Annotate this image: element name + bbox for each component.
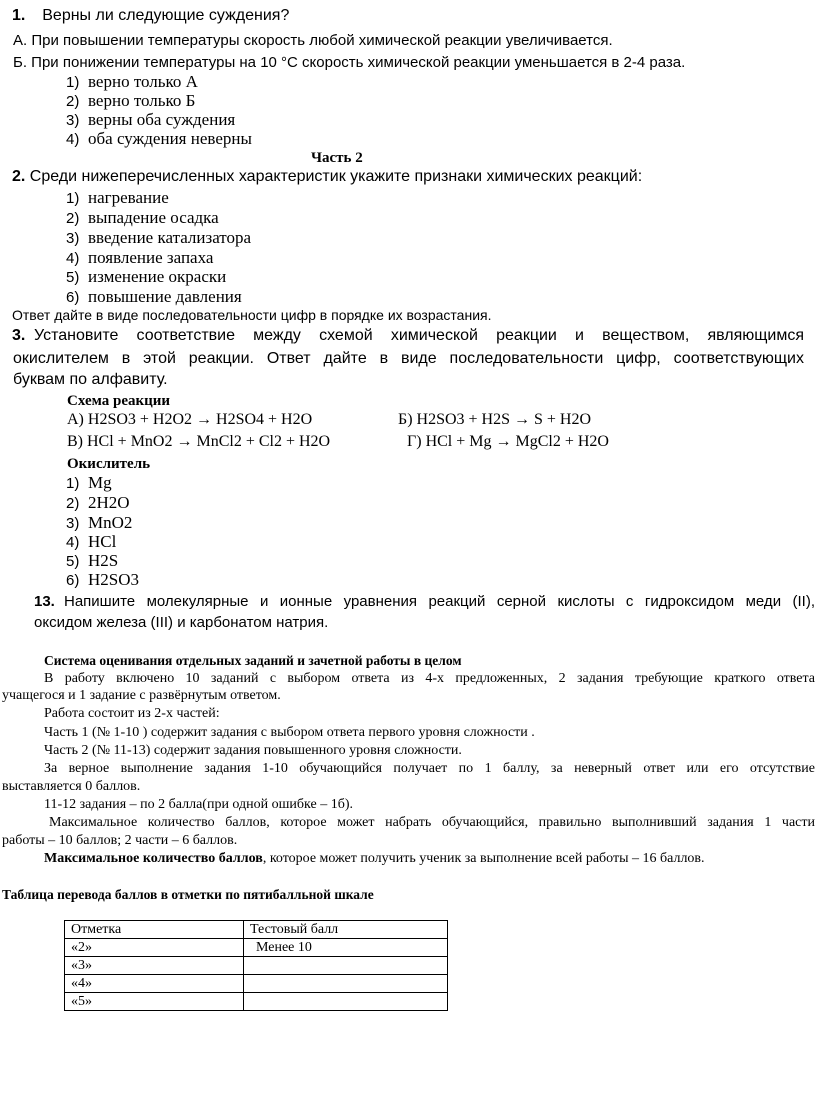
q3-option: 6) H2SO3 — [66, 570, 140, 589]
q2-option: 3) введение катализатора — [66, 228, 252, 247]
q1-heading — [12, 7, 289, 25]
part2-heading: Часть 2 — [311, 150, 363, 166]
table-cell: «4» — [65, 975, 244, 993]
q13-text-line1: Напишите молекулярные и ионные уравнения реакций серной кислоты с гидроксидом меди (II), — [64, 593, 815, 610]
q13-number: 13. — [34, 593, 55, 610]
table-header-cell: Тестовый балл — [244, 921, 448, 939]
grading-p1-line1: В работу включено 10 заданий с выбором ответа из 4-х предложенных, 2 задания требующие краткого ответа — [44, 671, 815, 686]
q3-reaction-b: Б) H2SO3 + H2S → S + H2O — [398, 411, 592, 428]
q1-option: 2) верно только Б — [66, 91, 196, 110]
table-cell — [244, 957, 448, 975]
q3-reaction-d: Г) HCl + Mg → MgCl2 + H2O — [407, 433, 609, 450]
q1-option: 4) оба суждения неверны — [66, 129, 252, 148]
grading-p6: 11-12 задания – по 2 балла(при одной ошибке – 1б). — [44, 797, 353, 812]
grading-p5-line2: выставляется 0 баллов. — [2, 779, 141, 794]
table-header-row — [65, 921, 448, 939]
grading-p5-line1: За верное выполнение задания 1-10 обучающийся получает по 1 баллу, за неверный ответ или его отсутствие — [44, 761, 815, 776]
grading-p8-bold: Максимальное количество баллов — [44, 851, 263, 866]
q3-text-line3: буквам по алфавиту. — [13, 371, 168, 388]
q3-option: 1) Mg — [66, 473, 112, 492]
q1-title: Верны ли следующие суждения? — [42, 7, 290, 24]
grading-p1-line2: учащегося и 1 задание с развёрнутым ответом. — [2, 688, 281, 703]
q1-option: 1) верно только А — [66, 72, 198, 91]
q3-reaction-a: А) H2SO3 + H2O2 → H2SO4 + H2O — [67, 411, 313, 428]
q2-heading — [12, 168, 642, 186]
table-cell: «5» — [65, 993, 244, 1011]
table-title: Таблица перевода баллов в отметки по пятибалльной шкале — [2, 887, 374, 902]
grading-p7-line2: работы – 10 баллов; 2 части – 6 баллов. — [2, 833, 238, 848]
q3-reaction-c: В) HCl + MnO2 → MnCl2 + Cl2 + H2O — [67, 433, 331, 450]
score-conversion-table — [64, 920, 448, 1011]
q2-option: 5) изменение окраски — [66, 267, 227, 286]
grading-p3: Часть 1 (№ 1-10 ) содержит задания с выбором ответа первого уровня сложности . — [44, 725, 535, 740]
table-row — [65, 939, 448, 957]
q1-number: 1. — [12, 7, 26, 24]
table-row — [65, 993, 448, 1011]
q3-scheme-header: Схема реакции — [67, 393, 171, 409]
table-cell: Менее 10 — [244, 939, 448, 957]
q2-option: 6) повышение давления — [66, 287, 242, 306]
q3-option: 2) 2H2O — [66, 493, 130, 512]
q2-option: 2) выпадение осадка — [66, 208, 219, 227]
q2-option: 1) нагревание — [66, 188, 169, 207]
table-cell — [244, 975, 448, 993]
q2-number: 2. — [12, 168, 26, 185]
grading-title: Система оценивания отдельных заданий и зачетной работы в целом — [44, 653, 462, 668]
table-cell: «2» — [65, 939, 244, 957]
q3-heading — [12, 327, 25, 345]
q3-oxidizer-header: Окислитель — [67, 456, 151, 472]
q13-text-line2: оксидом железа (III) и карбонатом натрия. — [34, 614, 329, 631]
table-row — [65, 957, 448, 975]
q3-text-line1: Установите соответствие между схемой химической реакции и веществом, являющимся — [34, 327, 804, 344]
table-cell — [244, 993, 448, 1011]
q1-statement-a: А. При повышении температуры скорость любой химической реакции увеличивается. — [13, 32, 613, 49]
grading-p7-line1: Максимальное количество баллов, которое может набрать обучающийся, правильно выполнивший задания 1 части — [49, 815, 815, 830]
table-row — [65, 975, 448, 993]
table-cell: «3» — [65, 957, 244, 975]
q2-option: 4) появление запаха — [66, 248, 214, 267]
grading-p8-rest: , которое может получить ученик за выполнение всей работы – 16 баллов. — [262, 851, 705, 866]
q3-option: 5) H2S — [66, 551, 119, 570]
q1-statement-b: Б. При понижении температуры на 10 °С скорость химической реакции уменьшается в 2-4 раза. — [13, 54, 686, 71]
q2-title: Среди нижеперечисленных характеристик укажите признаки химических реакций: — [29, 168, 643, 185]
q2-answer-note: Ответ дайте в виде последовательности цифр в порядке их возрастания. — [12, 307, 492, 323]
q3-option: 3) MnO2 — [66, 513, 133, 532]
q3-option: 4) HCl — [66, 532, 117, 551]
q3-number: 3. — [12, 327, 26, 344]
grading-p8 — [44, 851, 705, 867]
grading-p2: Работа состоит из 2-х частей: — [44, 706, 220, 721]
q1-option: 3) верны оба суждения — [66, 110, 236, 129]
grading-p4: Часть 2 (№ 11-13) содержит задания повышенного уровня сложности. — [44, 743, 462, 758]
table-header-cell: Отметка — [65, 921, 244, 939]
q3-text-line2: окислителем в этой реакции. Ответ дайте в виде последовательности цифр, соответствующих — [13, 350, 804, 367]
